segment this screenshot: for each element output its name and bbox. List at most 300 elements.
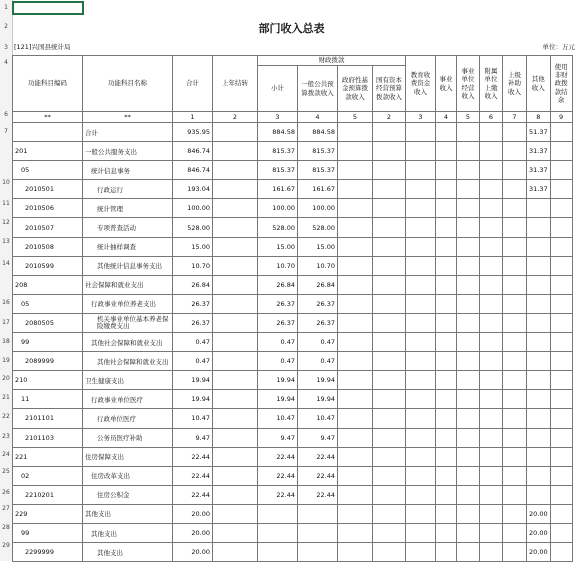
cell-empty[interactable]: [338, 180, 373, 199]
cell-gen[interactable]: [298, 523, 338, 542]
cell-name[interactable]: 卫生健康支出: [83, 371, 173, 390]
cell-empty[interactable]: [373, 390, 406, 409]
cell-empty[interactable]: [457, 256, 480, 275]
cell-empty[interactable]: [457, 218, 480, 237]
cell-name[interactable]: 其他统计信息事务支出: [83, 256, 173, 275]
cell-empty[interactable]: [436, 275, 457, 294]
cell-other[interactable]: 51.37: [527, 123, 551, 142]
cell-name[interactable]: 其他支出: [83, 523, 173, 542]
cell-balance[interactable]: [550, 466, 572, 485]
cell-empty[interactable]: [373, 371, 406, 390]
cell-code[interactable]: 99: [13, 333, 83, 352]
cell-empty[interactable]: [480, 466, 503, 485]
cell-empty[interactable]: [406, 504, 436, 523]
cell-total[interactable]: 193.04: [173, 180, 213, 199]
cell-empty[interactable]: [406, 275, 436, 294]
cell-empty[interactable]: [406, 237, 436, 256]
cell-empty[interactable]: [436, 123, 457, 142]
cell-other[interactable]: [527, 313, 551, 332]
cell-name[interactable]: 专项普查活动: [83, 218, 173, 237]
cell-total[interactable]: 19.94: [173, 390, 213, 409]
cell-empty[interactable]: [406, 428, 436, 447]
cell-empty[interactable]: [457, 504, 480, 523]
cell-name[interactable]: 住房改革支出: [83, 466, 173, 485]
cell-last[interactable]: [213, 523, 258, 542]
selected-cell[interactable]: [12, 1, 84, 15]
cell-last[interactable]: [213, 466, 258, 485]
cell-code[interactable]: 05: [13, 294, 83, 313]
cell-last[interactable]: [213, 333, 258, 352]
cell-empty[interactable]: [373, 333, 406, 352]
cell-sub[interactable]: 9.47: [258, 428, 298, 447]
cell-empty[interactable]: [457, 313, 480, 332]
cell-sub[interactable]: 0.47: [258, 333, 298, 352]
cell-empty[interactable]: [503, 485, 527, 504]
cell-empty[interactable]: [338, 161, 373, 180]
cell-empty[interactable]: [406, 333, 436, 352]
cell-name[interactable]: 统计抽样调查: [83, 237, 173, 256]
cell-total[interactable]: 22.44: [173, 485, 213, 504]
cell-empty[interactable]: [373, 294, 406, 313]
cell-name[interactable]: 其他社会保障和就业支出: [83, 333, 173, 352]
cell-empty[interactable]: [436, 352, 457, 371]
cell-empty[interactable]: [338, 371, 373, 390]
cell-empty[interactable]: [373, 428, 406, 447]
cell-gen[interactable]: 528.00: [298, 218, 338, 237]
cell-empty[interactable]: [338, 237, 373, 256]
cell-gen[interactable]: 9.47: [298, 428, 338, 447]
cell-other[interactable]: 20.00: [527, 504, 551, 523]
cell-empty[interactable]: [373, 199, 406, 218]
cell-last[interactable]: [213, 428, 258, 447]
cell-total[interactable]: 22.44: [173, 466, 213, 485]
cell-sub[interactable]: 26.37: [258, 294, 298, 313]
cell-empty[interactable]: [457, 466, 480, 485]
cell-last[interactable]: [213, 237, 258, 256]
cell-code[interactable]: 2101101: [13, 409, 83, 428]
cell-empty[interactable]: [457, 352, 480, 371]
cell-empty[interactable]: [480, 485, 503, 504]
cell-code[interactable]: 208: [13, 275, 83, 294]
cell-name[interactable]: 合计: [83, 123, 173, 142]
cell-balance[interactable]: [550, 142, 572, 161]
cell-empty[interactable]: [480, 333, 503, 352]
cell-empty[interactable]: [406, 485, 436, 504]
cell-total[interactable]: 20.00: [173, 543, 213, 562]
cell-balance[interactable]: [550, 218, 572, 237]
cell-balance[interactable]: [550, 523, 572, 542]
cell-empty[interactable]: [457, 123, 480, 142]
cell-empty[interactable]: [503, 390, 527, 409]
cell-empty[interactable]: [373, 409, 406, 428]
cell-last[interactable]: [213, 371, 258, 390]
cell-empty[interactable]: [480, 390, 503, 409]
cell-empty[interactable]: [503, 180, 527, 199]
cell-empty[interactable]: [373, 523, 406, 542]
cell-name[interactable]: 行政事业单位医疗: [83, 390, 173, 409]
cell-gen[interactable]: 0.47: [298, 333, 338, 352]
cell-empty[interactable]: [457, 180, 480, 199]
cell-empty[interactable]: [436, 466, 457, 485]
cell-balance[interactable]: [550, 485, 572, 504]
cell-empty[interactable]: [480, 237, 503, 256]
cell-empty[interactable]: [338, 275, 373, 294]
cell-empty[interactable]: [457, 142, 480, 161]
cell-empty[interactable]: [480, 123, 503, 142]
cell-last[interactable]: [213, 218, 258, 237]
cell-other[interactable]: 31.37: [527, 142, 551, 161]
cell-empty[interactable]: [480, 504, 503, 523]
cell-other[interactable]: [527, 485, 551, 504]
cell-empty[interactable]: [503, 543, 527, 562]
cell-empty[interactable]: [338, 256, 373, 275]
cell-empty[interactable]: [503, 218, 527, 237]
cell-empty[interactable]: [436, 543, 457, 562]
cell-empty[interactable]: [457, 447, 480, 466]
cell-empty[interactable]: [480, 409, 503, 428]
cell-empty[interactable]: [338, 313, 373, 332]
cell-empty[interactable]: [503, 199, 527, 218]
cell-balance[interactable]: [550, 275, 572, 294]
cell-other[interactable]: [527, 447, 551, 466]
cell-empty[interactable]: [338, 409, 373, 428]
cell-other[interactable]: 20.00: [527, 543, 551, 562]
cell-other[interactable]: [527, 352, 551, 371]
cell-sub[interactable]: 19.94: [258, 371, 298, 390]
cell-other[interactable]: [527, 275, 551, 294]
cell-name[interactable]: 其他支出: [83, 504, 173, 523]
cell-last[interactable]: [213, 485, 258, 504]
cell-sub[interactable]: 161.67: [258, 180, 298, 199]
cell-empty[interactable]: [480, 218, 503, 237]
cell-balance[interactable]: [550, 390, 572, 409]
cell-name[interactable]: 统计信息事务: [83, 161, 173, 180]
cell-empty[interactable]: [373, 447, 406, 466]
cell-name[interactable]: 一般公共服务支出: [83, 142, 173, 161]
cell-empty[interactable]: [436, 294, 457, 313]
cell-balance[interactable]: [550, 543, 572, 562]
cell-empty[interactable]: [406, 390, 436, 409]
cell-total[interactable]: 0.47: [173, 333, 213, 352]
cell-last[interactable]: [213, 447, 258, 466]
cell-sub[interactable]: 815.37: [258, 142, 298, 161]
cell-total[interactable]: 26.37: [173, 294, 213, 313]
cell-empty[interactable]: [373, 180, 406, 199]
cell-sub[interactable]: 22.44: [258, 466, 298, 485]
cell-total[interactable]: 9.47: [173, 428, 213, 447]
cell-code[interactable]: 210: [13, 371, 83, 390]
cell-empty[interactable]: [373, 123, 406, 142]
cell-balance[interactable]: [550, 352, 572, 371]
cell-empty[interactable]: [338, 447, 373, 466]
cell-balance[interactable]: [550, 409, 572, 428]
cell-empty[interactable]: [338, 333, 373, 352]
cell-gen[interactable]: 15.00: [298, 237, 338, 256]
cell-empty[interactable]: [503, 161, 527, 180]
cell-balance[interactable]: [550, 333, 572, 352]
cell-code[interactable]: 2299999: [13, 543, 83, 562]
cell-sub[interactable]: [258, 523, 298, 542]
cell-empty[interactable]: [338, 428, 373, 447]
cell-sub[interactable]: 0.47: [258, 352, 298, 371]
cell-balance[interactable]: [550, 294, 572, 313]
cell-gen[interactable]: 815.37: [298, 142, 338, 161]
cell-last[interactable]: [213, 180, 258, 199]
cell-empty[interactable]: [503, 371, 527, 390]
cell-sub[interactable]: [258, 543, 298, 562]
cell-empty[interactable]: [338, 294, 373, 313]
cell-total[interactable]: 26.84: [173, 275, 213, 294]
cell-empty[interactable]: [457, 199, 480, 218]
cell-empty[interactable]: [457, 523, 480, 542]
cell-total[interactable]: 10.70: [173, 256, 213, 275]
cell-empty[interactable]: [373, 543, 406, 562]
cell-empty[interactable]: [373, 218, 406, 237]
cell-empty[interactable]: [457, 390, 480, 409]
cell-name[interactable]: 行政单位医疗: [83, 409, 173, 428]
cell-empty[interactable]: [503, 237, 527, 256]
cell-empty[interactable]: [480, 352, 503, 371]
cell-empty[interactable]: [436, 256, 457, 275]
cell-sub[interactable]: 815.37: [258, 161, 298, 180]
cell-other[interactable]: [527, 199, 551, 218]
cell-other[interactable]: 20.00: [527, 523, 551, 542]
cell-empty[interactable]: [406, 409, 436, 428]
cell-sub[interactable]: 26.37: [258, 313, 298, 332]
cell-last[interactable]: [213, 313, 258, 332]
cell-empty[interactable]: [406, 123, 436, 142]
cell-empty[interactable]: [457, 275, 480, 294]
cell-code[interactable]: 2010501: [13, 180, 83, 199]
cell-name[interactable]: 住房公积金: [83, 485, 173, 504]
cell-name[interactable]: 机关事业单位基本养老保险缴费支出: [83, 313, 173, 332]
cell-empty[interactable]: [503, 504, 527, 523]
cell-total[interactable]: 20.00: [173, 504, 213, 523]
cell-empty[interactable]: [406, 256, 436, 275]
cell-name[interactable]: 其他支出: [83, 543, 173, 562]
cell-empty[interactable]: [338, 543, 373, 562]
cell-code[interactable]: 99: [13, 523, 83, 542]
cell-empty[interactable]: [436, 313, 457, 332]
cell-code[interactable]: 2010508: [13, 237, 83, 256]
cell-gen[interactable]: 19.94: [298, 390, 338, 409]
cell-empty[interactable]: [457, 333, 480, 352]
cell-empty[interactable]: [503, 256, 527, 275]
cell-sub[interactable]: 22.44: [258, 447, 298, 466]
cell-code[interactable]: [13, 123, 83, 142]
cell-empty[interactable]: [406, 352, 436, 371]
cell-empty[interactable]: [373, 142, 406, 161]
cell-sub[interactable]: 528.00: [258, 218, 298, 237]
cell-gen[interactable]: 22.44: [298, 447, 338, 466]
cell-name[interactable]: 社会保障和就业支出: [83, 275, 173, 294]
cell-empty[interactable]: [338, 123, 373, 142]
cell-empty[interactable]: [503, 409, 527, 428]
cell-balance[interactable]: [550, 371, 572, 390]
cell-empty[interactable]: [373, 237, 406, 256]
cell-gen[interactable]: 19.94: [298, 371, 338, 390]
cell-empty[interactable]: [406, 218, 436, 237]
cell-empty[interactable]: [503, 333, 527, 352]
cell-empty[interactable]: [436, 409, 457, 428]
cell-empty[interactable]: [338, 390, 373, 409]
cell-code[interactable]: 221: [13, 447, 83, 466]
cell-sub[interactable]: 10.70: [258, 256, 298, 275]
cell-balance[interactable]: [550, 447, 572, 466]
cell-empty[interactable]: [503, 142, 527, 161]
cell-empty[interactable]: [406, 543, 436, 562]
cell-empty[interactable]: [457, 237, 480, 256]
cell-other[interactable]: [527, 390, 551, 409]
cell-last[interactable]: [213, 390, 258, 409]
cell-empty[interactable]: [338, 466, 373, 485]
cell-empty[interactable]: [436, 237, 457, 256]
cell-empty[interactable]: [406, 161, 436, 180]
cell-other[interactable]: 31.37: [527, 180, 551, 199]
cell-other[interactable]: 31.37: [527, 161, 551, 180]
cell-last[interactable]: [213, 123, 258, 142]
cell-empty[interactable]: [503, 523, 527, 542]
cell-empty[interactable]: [373, 161, 406, 180]
cell-last[interactable]: [213, 275, 258, 294]
cell-code[interactable]: 201: [13, 142, 83, 161]
cell-empty[interactable]: [338, 142, 373, 161]
cell-empty[interactable]: [338, 485, 373, 504]
cell-empty[interactable]: [406, 371, 436, 390]
cell-empty[interactable]: [436, 485, 457, 504]
cell-empty[interactable]: [436, 428, 457, 447]
cell-gen[interactable]: 26.37: [298, 313, 338, 332]
cell-empty[interactable]: [503, 313, 527, 332]
cell-code[interactable]: 11: [13, 390, 83, 409]
cell-empty[interactable]: [436, 447, 457, 466]
cell-last[interactable]: [213, 352, 258, 371]
cell-empty[interactable]: [436, 504, 457, 523]
cell-code[interactable]: 2010506: [13, 199, 83, 218]
cell-empty[interactable]: [436, 523, 457, 542]
cell-empty[interactable]: [338, 352, 373, 371]
cell-gen[interactable]: [298, 504, 338, 523]
cell-empty[interactable]: [457, 294, 480, 313]
cell-other[interactable]: [527, 256, 551, 275]
cell-empty[interactable]: [436, 180, 457, 199]
cell-total[interactable]: 100.00: [173, 199, 213, 218]
cell-empty[interactable]: [480, 275, 503, 294]
cell-code[interactable]: 2010507: [13, 218, 83, 237]
cell-gen[interactable]: 161.67: [298, 180, 338, 199]
cell-last[interactable]: [213, 256, 258, 275]
cell-empty[interactable]: [406, 313, 436, 332]
cell-gen[interactable]: 10.47: [298, 409, 338, 428]
cell-gen[interactable]: 815.37: [298, 161, 338, 180]
cell-empty[interactable]: [406, 180, 436, 199]
cell-empty[interactable]: [373, 256, 406, 275]
cell-total[interactable]: 0.47: [173, 352, 213, 371]
cell-code[interactable]: 02: [13, 466, 83, 485]
cell-empty[interactable]: [338, 218, 373, 237]
cell-sub[interactable]: 884.58: [258, 123, 298, 142]
cell-gen[interactable]: [298, 543, 338, 562]
cell-balance[interactable]: [550, 123, 572, 142]
cell-other[interactable]: [527, 371, 551, 390]
cell-name[interactable]: 行政运行: [83, 180, 173, 199]
cell-code[interactable]: 2010599: [13, 256, 83, 275]
cell-empty[interactable]: [457, 371, 480, 390]
cell-empty[interactable]: [436, 390, 457, 409]
cell-empty[interactable]: [436, 218, 457, 237]
cell-empty[interactable]: [480, 142, 503, 161]
cell-total[interactable]: 22.44: [173, 447, 213, 466]
cell-name[interactable]: 住房保障支出: [83, 447, 173, 466]
cell-other[interactable]: [527, 333, 551, 352]
cell-other[interactable]: [527, 218, 551, 237]
cell-gen[interactable]: 22.44: [298, 485, 338, 504]
cell-empty[interactable]: [406, 142, 436, 161]
cell-empty[interactable]: [338, 523, 373, 542]
cell-last[interactable]: [213, 294, 258, 313]
cell-other[interactable]: [527, 466, 551, 485]
cell-balance[interactable]: [550, 180, 572, 199]
cell-empty[interactable]: [436, 142, 457, 161]
cell-empty[interactable]: [503, 294, 527, 313]
cell-last[interactable]: [213, 409, 258, 428]
cell-total[interactable]: 19.94: [173, 371, 213, 390]
cell-total[interactable]: 26.37: [173, 313, 213, 332]
cell-empty[interactable]: [503, 123, 527, 142]
cell-gen[interactable]: 884.58: [298, 123, 338, 142]
cell-empty[interactable]: [457, 543, 480, 562]
cell-gen[interactable]: 100.00: [298, 199, 338, 218]
cell-total[interactable]: 846.74: [173, 142, 213, 161]
cell-empty[interactable]: [503, 352, 527, 371]
cell-balance[interactable]: [550, 237, 572, 256]
cell-code[interactable]: 2080505: [13, 313, 83, 332]
cell-empty[interactable]: [480, 161, 503, 180]
cell-last[interactable]: [213, 199, 258, 218]
cell-empty[interactable]: [373, 275, 406, 294]
cell-gen[interactable]: 0.47: [298, 352, 338, 371]
cell-empty[interactable]: [436, 333, 457, 352]
cell-empty[interactable]: [338, 199, 373, 218]
cell-empty[interactable]: [373, 485, 406, 504]
cell-empty[interactable]: [457, 161, 480, 180]
cell-balance[interactable]: [550, 313, 572, 332]
cell-empty[interactable]: [503, 466, 527, 485]
cell-code[interactable]: 229: [13, 504, 83, 523]
cell-name[interactable]: 其他社会保障和就业支出: [83, 352, 173, 371]
cell-empty[interactable]: [406, 199, 436, 218]
cell-name[interactable]: 统计管理: [83, 199, 173, 218]
cell-gen[interactable]: 10.70: [298, 256, 338, 275]
cell-empty[interactable]: [436, 161, 457, 180]
cell-sub[interactable]: 15.00: [258, 237, 298, 256]
cell-total[interactable]: 10.47: [173, 409, 213, 428]
cell-last[interactable]: [213, 504, 258, 523]
cell-name[interactable]: 行政事业单位养老支出: [83, 294, 173, 313]
cell-empty[interactable]: [480, 428, 503, 447]
cell-empty[interactable]: [457, 485, 480, 504]
cell-other[interactable]: [527, 294, 551, 313]
cell-total[interactable]: 846.74: [173, 161, 213, 180]
cell-sub[interactable]: 100.00: [258, 199, 298, 218]
cell-total[interactable]: 935.95: [173, 123, 213, 142]
cell-sub[interactable]: 26.84: [258, 275, 298, 294]
cell-empty[interactable]: [480, 199, 503, 218]
cell-total[interactable]: 20.00: [173, 523, 213, 542]
cell-empty[interactable]: [480, 180, 503, 199]
cell-sub[interactable]: 10.47: [258, 409, 298, 428]
cell-empty[interactable]: [480, 256, 503, 275]
